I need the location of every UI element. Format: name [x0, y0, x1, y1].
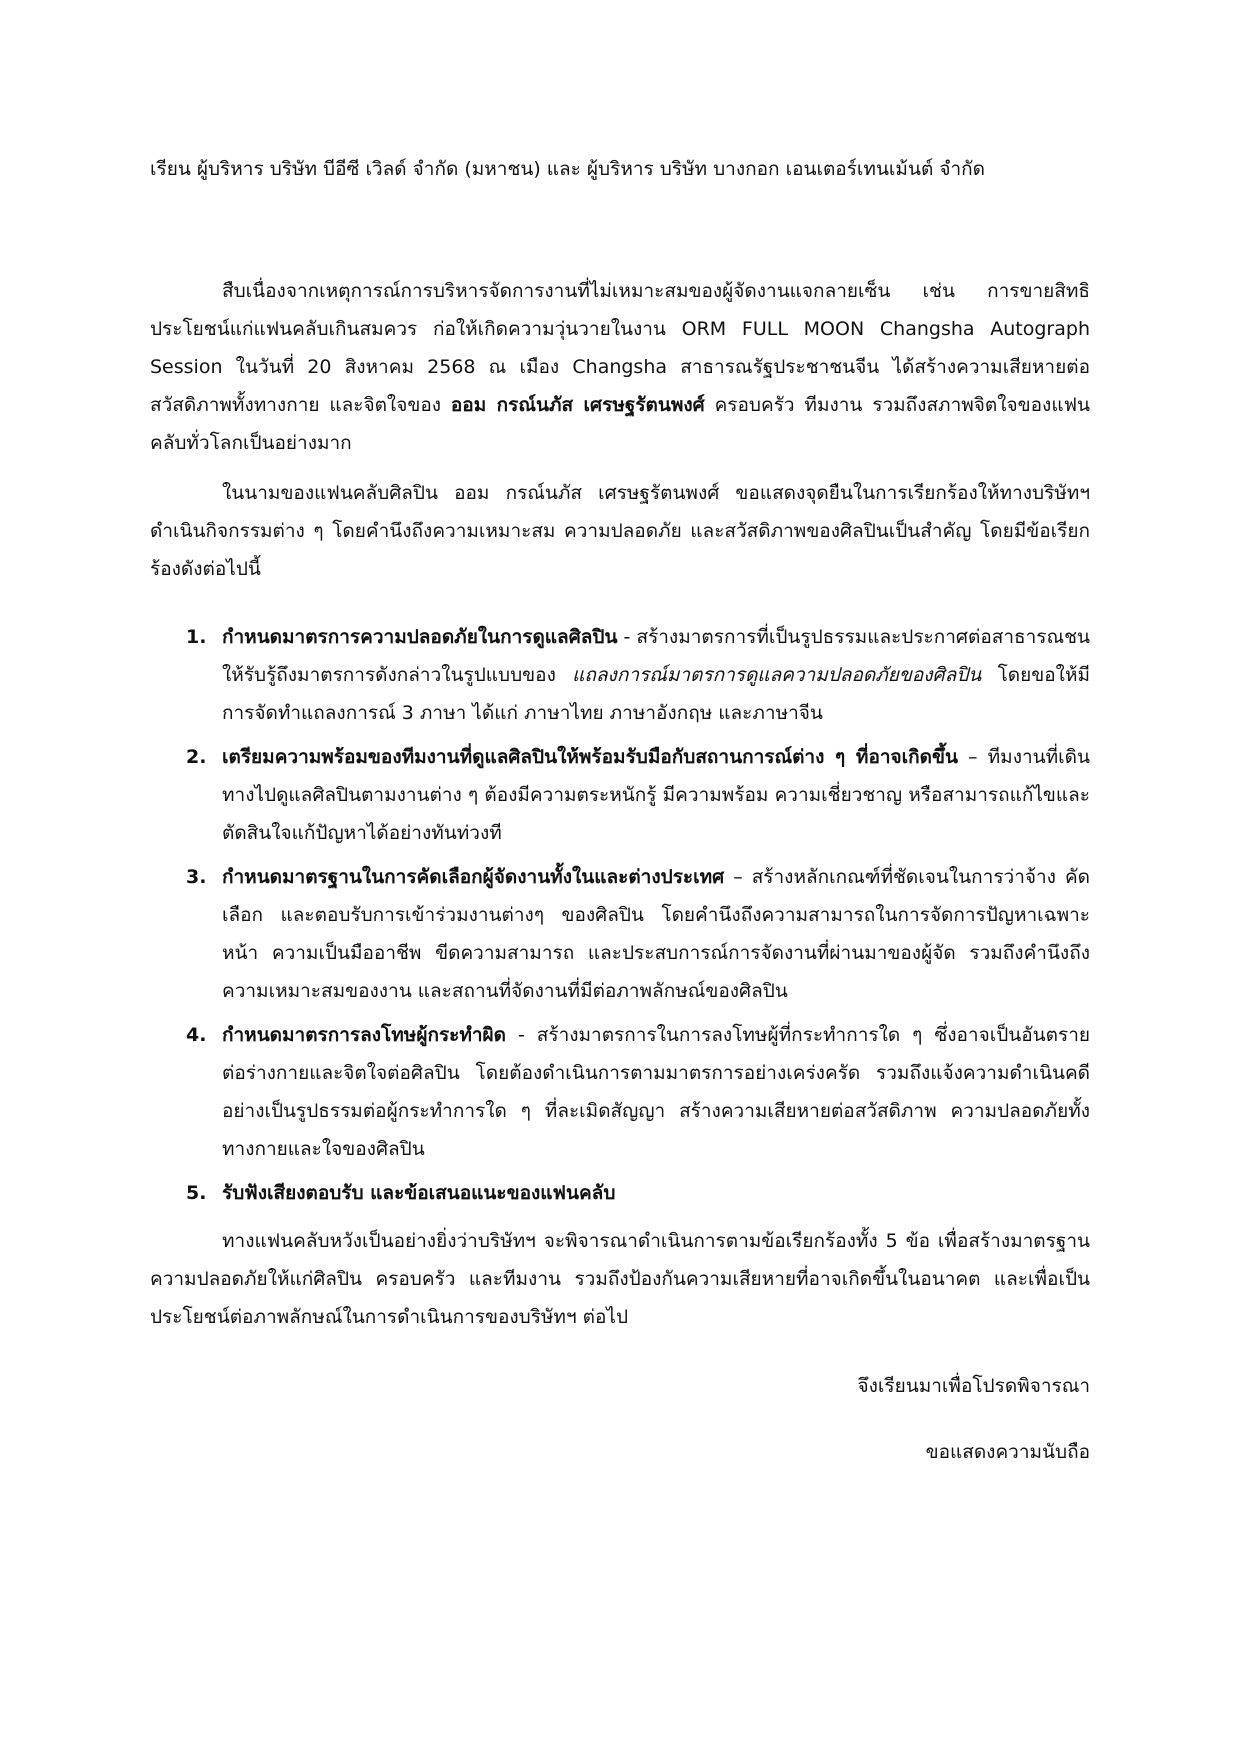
demand-item	[150, 618, 1090, 732]
demand-title: กำหนดมาตรการความปลอดภัยในการดูแลศิลปิน	[222, 626, 618, 648]
demand-title: กำหนดมาตรฐานในการคัดเลือกผู้จัดงานทั้งในและต่างประเทศ	[222, 866, 725, 888]
demand-title: รับฟังเสียงตอบรับ และข้อเสนอแนะของแฟนคลับ	[222, 1182, 616, 1204]
regards-line: ขอแสดงความนับถือ	[925, 1441, 1090, 1463]
demand-item	[150, 738, 1090, 852]
demand-text: - สร้างมาตรการที่เป็นรูปธรรมและประกาศต่อสาธารณชนให้รับรู้ถึงมาตรการดังกล่าวในรูปแบบของ	[222, 626, 1090, 686]
paragraph-incident-tail: ครอบครัว ทีมงาน รวมถึงสภาพจิตใจของแฟนคลับทั่วโลกเป็นอย่างมาก	[150, 394, 1091, 454]
demand-item	[150, 1016, 1090, 1168]
paragraph-incident-text: สืบเนื่องจากเหตุการณ์การบริหารจัดการงานที่ไม่เหมาะสมของผู้จัดงานแจกลายเซ็น เช่น การขายสิทธิประโยชน์แก่แฟนคลับเกินสมควร ก่อให้เกิดความวุ่นวายในงาน ORM FULL MOON Changsha Autograph Session ในวันที่ 20 สิงหาคม 2568 ณ เมือง Changsha สาธารณรัฐประชาชนจีน ได้สร้างความเสียหายต่อสวัสดิภาพทั้งทางกาย และจิตใจของ	[150, 280, 1090, 416]
artist-name: ออม กรณ์นภัส เศรษฐรัตนพงศ์	[450, 394, 705, 416]
demand-number: 1.	[186, 626, 207, 648]
demand-italic-text: แถลงการณ์มาตรการดูแลความปลอดภัยของศิลปิน	[572, 664, 982, 686]
paragraph-conclusion: ทางแฟนคลับหวังเป็นอย่างยิ่งว่าบริษัทฯ จะพิจารณาดำเนินการตามข้อเรียกร้องทั้ง 5 ข้อ เพื่อสร้างมาตรฐานความปลอดภัยให้แก่ศิลปิน ครอบครัว และทีมงาน รวมถึงป้องกันความเสียหายที่อาจเกิดขึ้นในอนาคต และเพื่อเป็นประโยชน์ต่อภาพลักษณ์ในการดำเนินการของบริษัทฯ ต่อไป	[150, 1230, 1090, 1328]
demand-title: เตรียมความพร้อมของทีมงานที่ดูแลศิลปินให้พร้อมรับมือกับสถานการณ์ต่าง ๆ ที่อาจเกิดขึ้น	[222, 746, 958, 768]
demand-text: - สร้างมาตรการในการลงโทษผู้ที่กระทำการใด ๆ ซึ่งอาจเป็นอันตรายต่อร่างกายและจิตใจต่อศิลปิน โดยต้องดำเนินการตามมาตรการอย่างเคร่งครัด รวมถึงแจ้งความดำเนินคดีอย่างเป็นรูปธรรมต่อผู้กระทำการใด ๆ ที่ละเมิดสัญญา สร้างความเสียหายต่อสวัสดิภาพ ความปลอดภัยทั้งทางกายและใจของศิลปิน	[222, 1024, 1090, 1160]
demand-item	[150, 858, 1090, 1010]
closing-line: จึงเรียนมาเพื่อโปรดพิจารณา	[857, 1375, 1090, 1397]
demand-number: 2.	[186, 746, 207, 768]
demands-list	[150, 618, 1090, 1212]
demand-number: 4.	[186, 1024, 207, 1046]
paragraph-position: ในนามของแฟนคลับศิลปิน ออม กรณ์นภัส เศรษฐรัตนพงศ์ ขอแสดงจุดยืนในการเรียกร้องให้ทางบริษัทฯ ดำเนินกิจกรรมต่าง ๆ โดยคำนึงถึงความเหมาะสม ความปลอดภัย และสวัสดิภาพของศิลปินเป็นสำคัญ โดยมีข้อเรียกร้องดังต่อไปนี้	[150, 482, 1090, 580]
demand-text: – สร้างหลักเกณฑ์ที่ชัดเจนในการว่าจ้าง คัดเลือก และตอบรับการเข้าร่วมงานต่างๆ ของศิลปิน โดยคำนึงถึงความสามารถในการจัดการปัญหาเฉพาะหน้า ความเป็นมืออาชีพ ขีดความสามารถ และประสบการณ์การจัดงานที่ผ่านมาของผู้จัด รวมถึงคำนึงถึงความเหมาะสมของงาน และสถานที่จัดงานที่มีต่อภาพลักษณ์ของศิลปิน	[222, 866, 1090, 1002]
paragraph-incident	[150, 272, 1090, 462]
demand-number: 3.	[186, 866, 207, 888]
demand-text: – ทีมงานที่เดินทางไปดูแลศิลปินตามงานต่าง ๆ ต้องมีความตระหนักรู้ มีความพร้อม ความเชี่ยวชาญ หรือสามารถแก้ไขและตัดสินใจแก้ปัญหาได้อย่างทันท่วงที	[222, 746, 1090, 844]
demand-title: กำหนดมาตรการลงโทษผู้กระทำผิด	[222, 1024, 507, 1046]
demand-text-after: โดยขอให้มีการจัดทำแถลงการณ์ 3 ภาษา ได้แก่ ภาษาไทย ภาษาอังกฤษ และภาษาจีน	[222, 664, 1090, 724]
letter-closing	[858, 1367, 1091, 1471]
salutation: เรียน ผู้บริหาร บริษัท บีอีซี เวิลด์ จำกัด (มหาชน) และ ผู้บริหาร บริษัท บางกอก เอนเตอร์เทนเม้นต์ จำกัด	[150, 158, 985, 180]
letter-body	[150, 150, 1090, 1336]
demand-number: 5.	[186, 1182, 207, 1204]
demand-item	[150, 1174, 1090, 1212]
